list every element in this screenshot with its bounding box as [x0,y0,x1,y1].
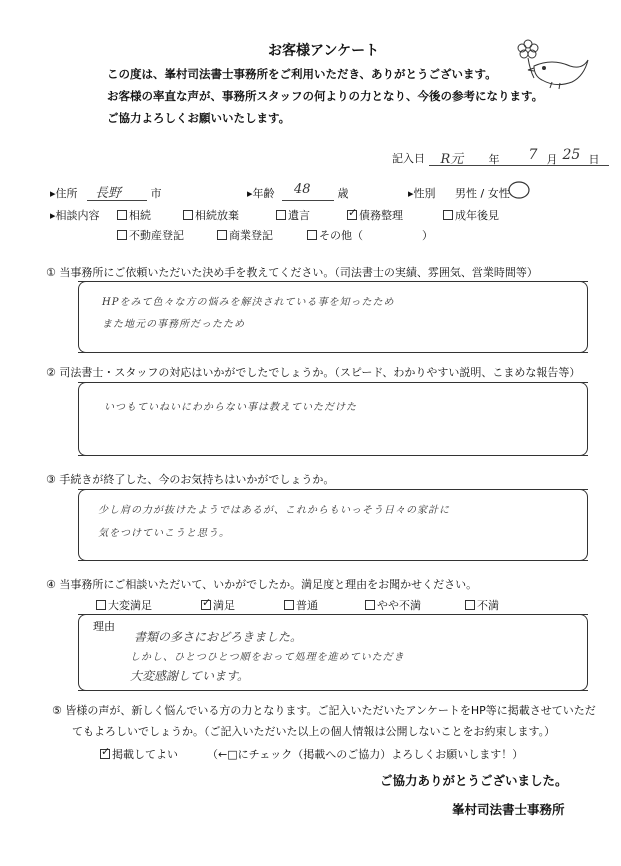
checkbox[interactable] [307,230,317,240]
consult-other-close: ） [422,229,433,242]
consult-label: ▸相談内容 [50,209,100,222]
age-row: ▸年齢 48 歳 [247,182,349,200]
publish-consent[interactable]: ✓掲載してよい [100,746,178,762]
address-label: ▸住所 [50,187,78,200]
date-era[interactable]: R元 [440,152,464,167]
checkbox[interactable] [284,600,294,610]
office-name: 峯村司法書士事務所 [452,802,565,817]
answer-2-line-1: いつもていねいにわからない事は教えていただけた [104,402,357,413]
consult-opt-4[interactable]: 成年後見 [443,207,499,223]
consult-opt-6[interactable]: 商業登記 [217,227,273,243]
checkbox[interactable] [365,600,375,610]
answer-4-line-3: 大変感謝しています。 [130,669,250,683]
question-3: ③ 手続きが終了した、今のお気持ちはいかがでしょうか。 [46,473,335,486]
address-field[interactable]: 長野 [95,186,122,201]
answer-1-line-2: また地元の事務所だったため [102,319,245,330]
intro-line-2: お客様の率直な声が、事務所スタッフの何よりの力となり、今後の参考になります。 [107,89,544,103]
intro-line-3: ご協力よろしくお願いいたします。 [107,111,291,125]
question-1: ① 当事務所にご依頼いただいた決め手を教えてください。（司法書士の実績、雰囲気、営業時間等） [46,266,538,279]
checkbox[interactable] [443,210,453,220]
consult-opt-7[interactable]: その他（ [307,227,363,243]
answer-3-line-2: 気をつけていこうと思う。 [98,528,230,539]
checkbox-checked[interactable] [347,210,357,220]
satisfaction-opt-4[interactable]: 不満 [465,597,499,613]
date-row: 記入日 R元 年 7 月 25 日 [392,150,609,166]
checkbox[interactable] [217,230,227,240]
page-title: お客様アンケート [268,43,380,59]
date-label: 記入日 [392,152,425,165]
profile-row: ▸住所 長野 市 [50,185,162,201]
consult-opt-1[interactable]: 相続放棄 [183,207,239,223]
checkbox[interactable] [183,210,193,220]
age-field[interactable]: 48 [294,182,311,197]
checkbox[interactable] [276,210,286,220]
checkbox-checked[interactable] [201,600,211,610]
thanks-message: ご協力ありがとうございました。 [380,773,568,788]
answer-4-line-2: しかし、ひとつひとつ順をおって処理を進めていただき [130,652,405,663]
question-5-line-2: てもよろしいでしょうか。（ご記入いただいた以上の個人情報は公開しないことをお約束します。） [72,725,556,738]
answer-frame-2[interactable] [78,382,588,456]
checkbox[interactable] [117,230,127,240]
question-2: ② 司法書士・スタッフの対応はいかがでしたでしょうか。（スピード、わかりやすい説明、こまめな報告等） [46,366,581,379]
gender-circle-mark [508,180,530,200]
checkbox-checked[interactable] [100,749,110,759]
satisfaction-opt-1[interactable]: ✓ 満足 [201,597,235,613]
gender-label: ▸性別 [408,187,436,200]
date-day[interactable]: 25 [562,147,581,163]
answer-3-line-1: 少し肩の力が抜けたようではあるが、これからもいっそう日々の家計に [98,505,450,516]
satisfaction-opt-0[interactable]: 大変満足 [96,597,152,613]
question-5-line-1: ⑤ 皆様の声が、新しく悩んでいる方の力となります。ご記入いただいたアンケートをHP等に掲載させていただ [52,704,596,717]
reason-label: 理由 [93,620,115,633]
consult-opt-5[interactable]: 不動産登記 [117,227,184,243]
question-4: ④ 当事務所にご相談いただいて、いかがでしたか。満足度と理由をお聞かせください。 [46,578,478,591]
consult-opt-0[interactable]: 相続 [117,207,151,223]
gender-row [408,185,510,201]
consult-opt-2[interactable]: 遺言 [276,207,310,223]
intro-line-1: この度は、峯村司法書士事務所をご利用いただき、ありがとうございます。 [107,67,497,81]
gender-options[interactable]: 男性 / 女性 [455,187,510,200]
consult-opt-3[interactable]: ✓ 債務整理 [347,207,403,223]
date-month[interactable]: 7 [528,147,538,163]
satisfaction-opt-2[interactable]: 普通 [284,597,318,613]
satisfaction-opt-3[interactable]: やや不満 [365,597,421,613]
age-label: ▸年齢 [247,187,275,200]
answer-4-line-1: 書類の多さにおどろきました。 [134,630,303,644]
checkbox[interactable] [117,210,127,220]
checkbox[interactable] [465,600,475,610]
answer-1-line-1: HPをみて色々な方の悩みを解決されている事を知ったため [102,297,395,308]
consent-note: （←□にチェック（掲載へのご協力）よろしくお願いします！） [207,748,524,761]
checkbox[interactable] [96,600,106,610]
